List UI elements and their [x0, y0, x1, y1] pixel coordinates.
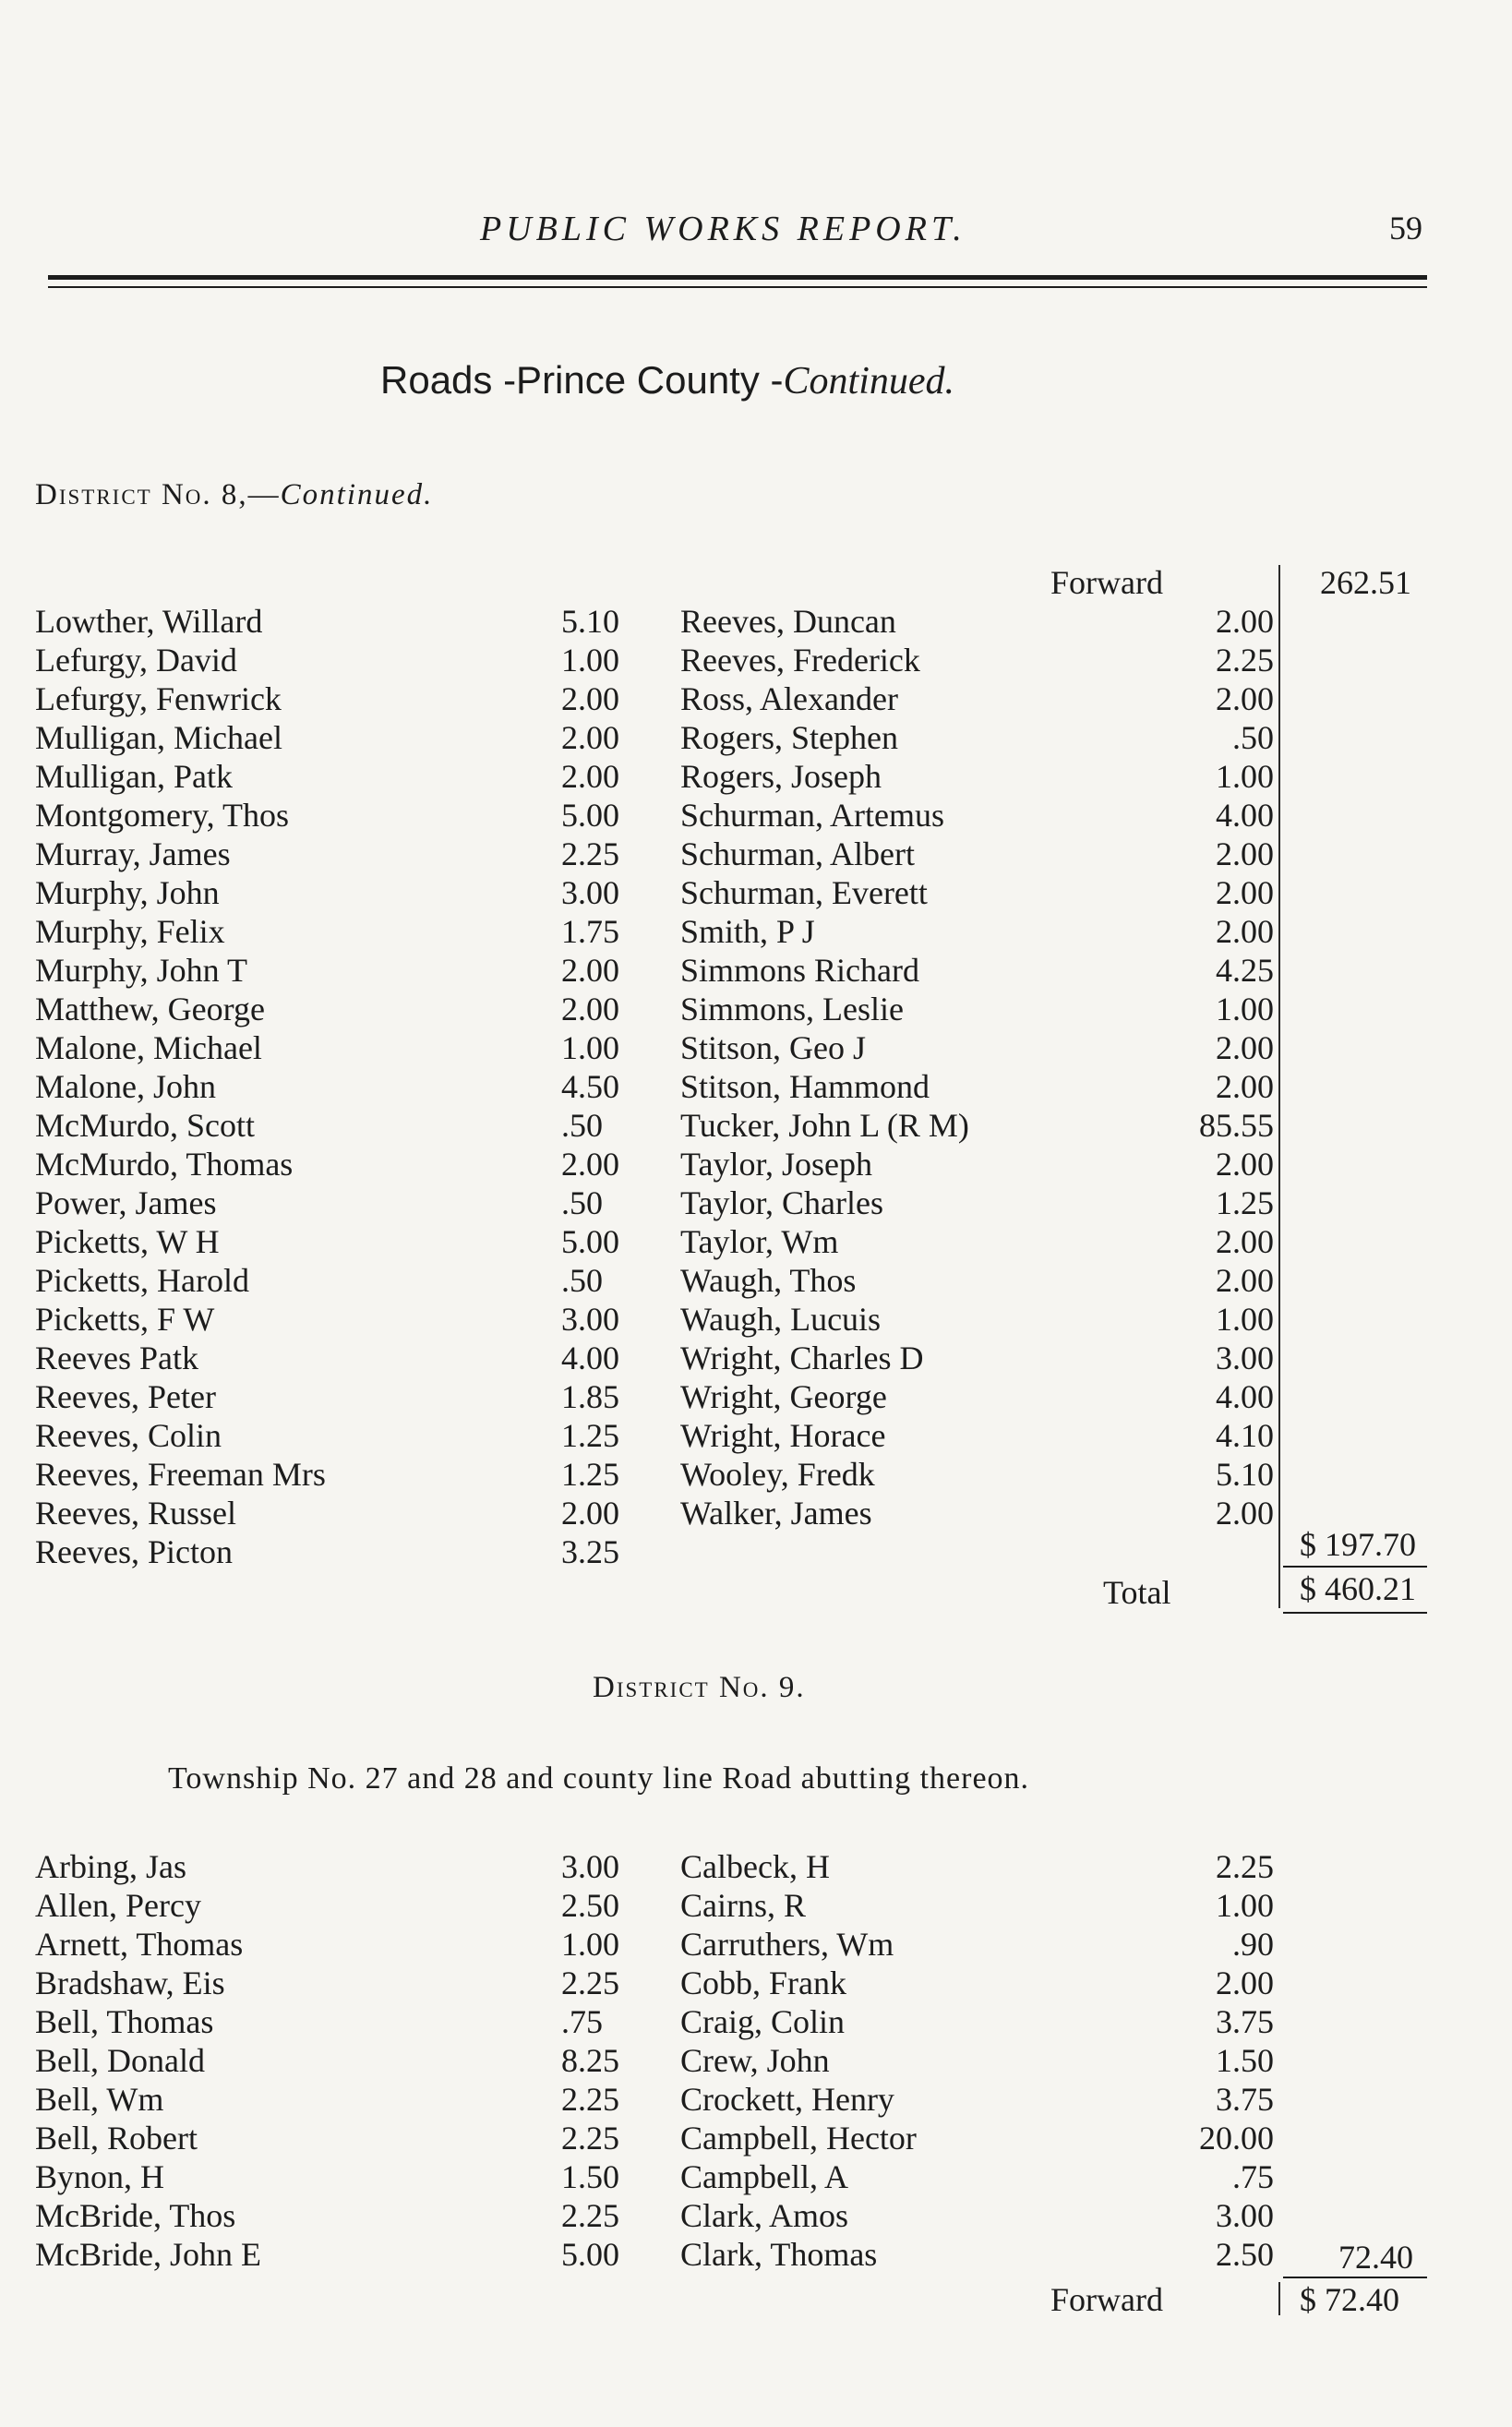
right-amount: 2.00 — [1216, 1029, 1274, 1066]
right-name: Clark, Thomas — [680, 2236, 878, 2273]
left-name: Allen, Percy — [35, 1887, 201, 1924]
left-amount: 8.25 — [561, 2042, 619, 2079]
district-9-heading — [593, 1671, 806, 1705]
total-underline — [1283, 1612, 1427, 1614]
district-8-forward-amount: 262.51 — [1320, 564, 1411, 601]
forward-column-rule — [1278, 2282, 1280, 2315]
section-title — [380, 358, 954, 403]
right-amount: 2.00 — [1216, 1146, 1274, 1183]
left-amount: 2.50 — [561, 1887, 619, 1924]
right-name: Walker, James — [680, 1495, 872, 1532]
right-name: Ross, Alexander — [680, 680, 898, 717]
right-name: Tucker, John L (R M) — [680, 1107, 969, 1144]
left-amount: 2.25 — [561, 2081, 619, 2118]
left-amount: 2.25 — [561, 2120, 619, 2157]
right-amount: 4.25 — [1216, 952, 1274, 989]
district-8-heading-italic: Continued. — [280, 478, 434, 511]
right-name: Waugh, Thos — [680, 1262, 857, 1299]
left-amount: 3.00 — [561, 1301, 619, 1338]
left-amount: .50 — [561, 1184, 603, 1221]
district-8-total-label: Total — [1103, 1574, 1171, 1611]
left-amount: 2.00 — [561, 952, 619, 989]
header-rule-thin — [48, 286, 1427, 288]
right-name: Clark, Amos — [680, 2197, 849, 2234]
left-name: Arnett, Thomas — [35, 1926, 244, 1963]
table-row — [0, 1886, 1512, 1925]
left-name: Mulligan, Patk — [35, 758, 233, 795]
section-title-main: Roads -Prince County - — [380, 358, 784, 402]
left-name: Reeves, Russel — [35, 1495, 236, 1532]
page-number: 59 — [1389, 210, 1422, 246]
left-amount: 1.00 — [561, 642, 619, 679]
left-name: Picketts, F W — [35, 1301, 215, 1338]
left-amount: .50 — [561, 1107, 603, 1144]
right-name: Cobb, Frank — [680, 1964, 846, 2001]
left-name: Bradshaw, Eis — [35, 1964, 225, 2001]
right-name: Simmons, Leslie — [680, 991, 904, 1027]
left-name: Reeves, Peter — [35, 1378, 216, 1415]
right-name: Smith, P J — [680, 913, 815, 950]
district-9-subtitle: Township No. 27 and 28 and county line Road abutting thereon. — [168, 1761, 1030, 1796]
left-name: McMurdo, Thomas — [35, 1146, 294, 1183]
right-amount: 1.00 — [1216, 991, 1274, 1027]
right-name: Wooley, Fredk — [680, 1456, 875, 1493]
left-name: Malone, John — [35, 1068, 216, 1105]
right-name: Campbell, Hector — [680, 2120, 917, 2157]
right-amount: 2.25 — [1216, 1848, 1274, 1885]
table-row — [0, 718, 1512, 757]
table-row — [0, 2119, 1512, 2157]
right-amount: 2.00 — [1216, 913, 1274, 950]
left-name: Matthew, George — [35, 991, 265, 1027]
table-row — [0, 1455, 1512, 1494]
table-row — [0, 1261, 1512, 1300]
table-row — [0, 1106, 1512, 1145]
left-amount: .50 — [561, 1262, 603, 1299]
left-name: Reeves Patk — [35, 1340, 198, 1376]
right-amount: 85.55 — [1199, 1107, 1274, 1144]
left-amount: 1.00 — [561, 1029, 619, 1066]
running-header: PUBLIC WORKS REPORT. — [480, 210, 966, 248]
right-amount: .50 — [1232, 719, 1274, 756]
right-amount: 1.50 — [1216, 2042, 1274, 2079]
table-row — [0, 679, 1512, 718]
left-amount: 2.00 — [561, 758, 619, 795]
right-name: Rogers, Stephen — [680, 719, 898, 756]
right-amount: 2.00 — [1216, 1262, 1274, 1299]
left-amount: 4.00 — [561, 1340, 619, 1376]
table-row — [0, 990, 1512, 1028]
left-name: Lefurgy, Fenwrick — [35, 680, 282, 717]
left-amount: 1.25 — [561, 1456, 619, 1493]
table-row — [0, 1847, 1512, 1886]
left-name: Lefurgy, David — [35, 642, 237, 679]
table-row — [0, 757, 1512, 796]
left-amount: 5.00 — [561, 2236, 619, 2273]
left-amount: 1.50 — [561, 2158, 619, 2195]
table-row — [0, 1339, 1512, 1377]
right-name: Schurman, Artemus — [680, 797, 944, 834]
right-amount: 3.75 — [1216, 2081, 1274, 2118]
right-name: Taylor, Wm — [680, 1223, 839, 1260]
right-name: Simmons Richard — [680, 952, 919, 989]
table-row — [0, 2080, 1512, 2119]
right-name: Carruthers, Wm — [680, 1926, 894, 1963]
right-amount: 2.25 — [1216, 642, 1274, 679]
right-name: Taylor, Charles — [680, 1184, 883, 1221]
right-name: Campbell, A — [680, 2158, 848, 2195]
right-name: Crew, John — [680, 2042, 830, 2079]
left-name: Mulligan, Michael — [35, 719, 282, 756]
left-name: Reeves, Freeman Mrs — [35, 1456, 326, 1493]
right-amount: 1.00 — [1216, 1301, 1274, 1338]
left-amount: 2.00 — [561, 991, 619, 1027]
section-title-italic: Continued. — [783, 360, 955, 402]
left-name: Power, James — [35, 1184, 217, 1221]
right-amount: 3.00 — [1216, 2197, 1274, 2234]
district-8-subtotal: $ 197.70 — [1300, 1526, 1416, 1563]
left-amount: 5.00 — [561, 1223, 619, 1260]
district-8-forward-label: Forward — [1050, 564, 1163, 601]
right-amount: 2.00 — [1216, 1964, 1274, 2001]
right-name: Calbeck, H — [680, 1848, 830, 1885]
right-amount: 3.00 — [1216, 1340, 1274, 1376]
left-name: Reeves, Picton — [35, 1533, 233, 1570]
left-amount: 4.50 — [561, 1068, 619, 1105]
right-amount: 4.00 — [1216, 797, 1274, 834]
table-row — [0, 2002, 1512, 2041]
right-name: Rogers, Joseph — [680, 758, 882, 795]
left-name: Bynon, H — [35, 2158, 165, 2195]
right-name: Wright, Horace — [680, 1417, 886, 1454]
right-amount: 1.00 — [1216, 1887, 1274, 1924]
table-row — [0, 2157, 1512, 2196]
right-amount: 2.00 — [1216, 874, 1274, 911]
right-amount: 1.00 — [1216, 758, 1274, 795]
table-row — [0, 1222, 1512, 1261]
table-row — [0, 1183, 1512, 1222]
left-amount: 3.00 — [561, 1848, 619, 1885]
left-name: Picketts, W H — [35, 1223, 220, 1260]
right-name: Schurman, Albert — [680, 835, 915, 872]
left-amount: .75 — [561, 2003, 603, 2040]
right-amount: 4.10 — [1216, 1417, 1274, 1454]
right-name: Taylor, Joseph — [680, 1146, 873, 1183]
left-amount: 2.00 — [561, 1495, 619, 1532]
right-amount: 2.00 — [1216, 1495, 1274, 1532]
district-9-forward-amount: $ 72.40 — [1300, 2281, 1399, 2318]
right-name: Stitson, Geo J — [680, 1029, 867, 1066]
right-amount: 5.10 — [1216, 1456, 1274, 1493]
left-amount: 1.25 — [561, 1417, 619, 1454]
table-row — [0, 1925, 1512, 1964]
left-name: Murphy, Felix — [35, 913, 225, 950]
left-name: Reeves, Colin — [35, 1417, 222, 1454]
district-8-heading-text: District No. 8,— — [35, 478, 281, 511]
district-9-subtotal: 72.40 — [1338, 2239, 1413, 2276]
right-amount: 3.75 — [1216, 2003, 1274, 2040]
right-name: Reeves, Frederick — [680, 642, 920, 679]
left-name: McMurdo, Scott — [35, 1107, 255, 1144]
right-amount: 2.00 — [1216, 1068, 1274, 1105]
left-amount: 2.25 — [561, 835, 619, 872]
right-name: Reeves, Duncan — [680, 603, 896, 640]
left-amount: 2.25 — [561, 2197, 619, 2234]
right-amount: 2.00 — [1216, 1223, 1274, 1260]
left-amount: 2.00 — [561, 719, 619, 756]
left-amount: 3.00 — [561, 874, 619, 911]
left-amount: 1.75 — [561, 913, 619, 950]
right-name: Craig, Colin — [680, 2003, 845, 2040]
right-amount: 2.00 — [1216, 680, 1274, 717]
left-name: Murray, James — [35, 835, 231, 872]
left-name: McBride, Thos — [35, 2197, 236, 2234]
right-name: Wright, Charles D — [680, 1340, 924, 1376]
district-8-heading — [35, 478, 433, 512]
table-row — [0, 602, 1512, 641]
table-row — [0, 951, 1512, 990]
table-row — [0, 1067, 1512, 1106]
right-amount: 20.00 — [1199, 2120, 1274, 2157]
table-row — [0, 641, 1512, 679]
table-row — [0, 1145, 1512, 1183]
table-row — [0, 1494, 1512, 1532]
table-row — [0, 2235, 1512, 2274]
right-amount: 4.00 — [1216, 1378, 1274, 1415]
table-row — [0, 2041, 1512, 2080]
table-row — [0, 873, 1512, 912]
left-name: Murphy, John — [35, 874, 220, 911]
left-amount: 2.00 — [561, 1146, 619, 1183]
district-9-heading-text: District No. 9. — [593, 1671, 806, 1704]
left-name: Montgomery, Thos — [35, 797, 289, 834]
district-8-total: $ 460.21 — [1300, 1570, 1416, 1607]
left-amount: 2.25 — [561, 1964, 619, 2001]
table-row — [0, 1416, 1512, 1455]
table-row — [0, 912, 1512, 951]
left-name: Lowther, Willard — [35, 603, 263, 640]
left-name: Bell, Wm — [35, 2081, 164, 2118]
right-name: Stitson, Hammond — [680, 1068, 930, 1105]
district-9-subtotal-underline — [1283, 2277, 1427, 2278]
left-amount: 5.00 — [561, 797, 619, 834]
left-name: Picketts, Harold — [35, 1262, 249, 1299]
table-row — [0, 1377, 1512, 1416]
right-name: Wright, George — [680, 1378, 887, 1415]
left-amount: 5.10 — [561, 603, 619, 640]
right-amount: .90 — [1232, 1926, 1274, 1963]
right-amount: 1.25 — [1216, 1184, 1274, 1221]
left-name: Murphy, John T — [35, 952, 248, 989]
right-name: Crockett, Henry — [680, 2081, 894, 2118]
left-name: Bell, Thomas — [35, 2003, 214, 2040]
left-name: Malone, Michael — [35, 1029, 262, 1066]
table-row — [0, 1028, 1512, 1067]
right-amount: .75 — [1232, 2158, 1274, 2195]
right-amount: 2.00 — [1216, 835, 1274, 872]
left-name: Arbing, Jas — [35, 1848, 186, 1885]
right-name: Waugh, Lucuis — [680, 1301, 882, 1338]
left-name: Bell, Robert — [35, 2120, 198, 2157]
right-amount: 2.00 — [1216, 603, 1274, 640]
district-9-forward-label: Forward — [1050, 2281, 1163, 2318]
left-amount: 1.00 — [561, 1926, 619, 1963]
subtotal-underline — [1283, 1566, 1427, 1568]
table-row — [0, 1300, 1512, 1339]
left-name: McBride, John E — [35, 2236, 261, 2273]
left-name: Bell, Donald — [35, 2042, 205, 2079]
left-amount: 3.25 — [561, 1533, 619, 1570]
table-row — [0, 835, 1512, 873]
header-rule-thick — [48, 275, 1427, 280]
right-name: Schurman, Everett — [680, 874, 928, 911]
left-amount: 2.00 — [561, 680, 619, 717]
left-amount: 1.85 — [561, 1378, 619, 1415]
table-row — [0, 796, 1512, 835]
right-name: Cairns, R — [680, 1887, 807, 1924]
table-row — [0, 2196, 1512, 2235]
table-row — [0, 1964, 1512, 2002]
right-amount: 2.50 — [1216, 2236, 1274, 2273]
